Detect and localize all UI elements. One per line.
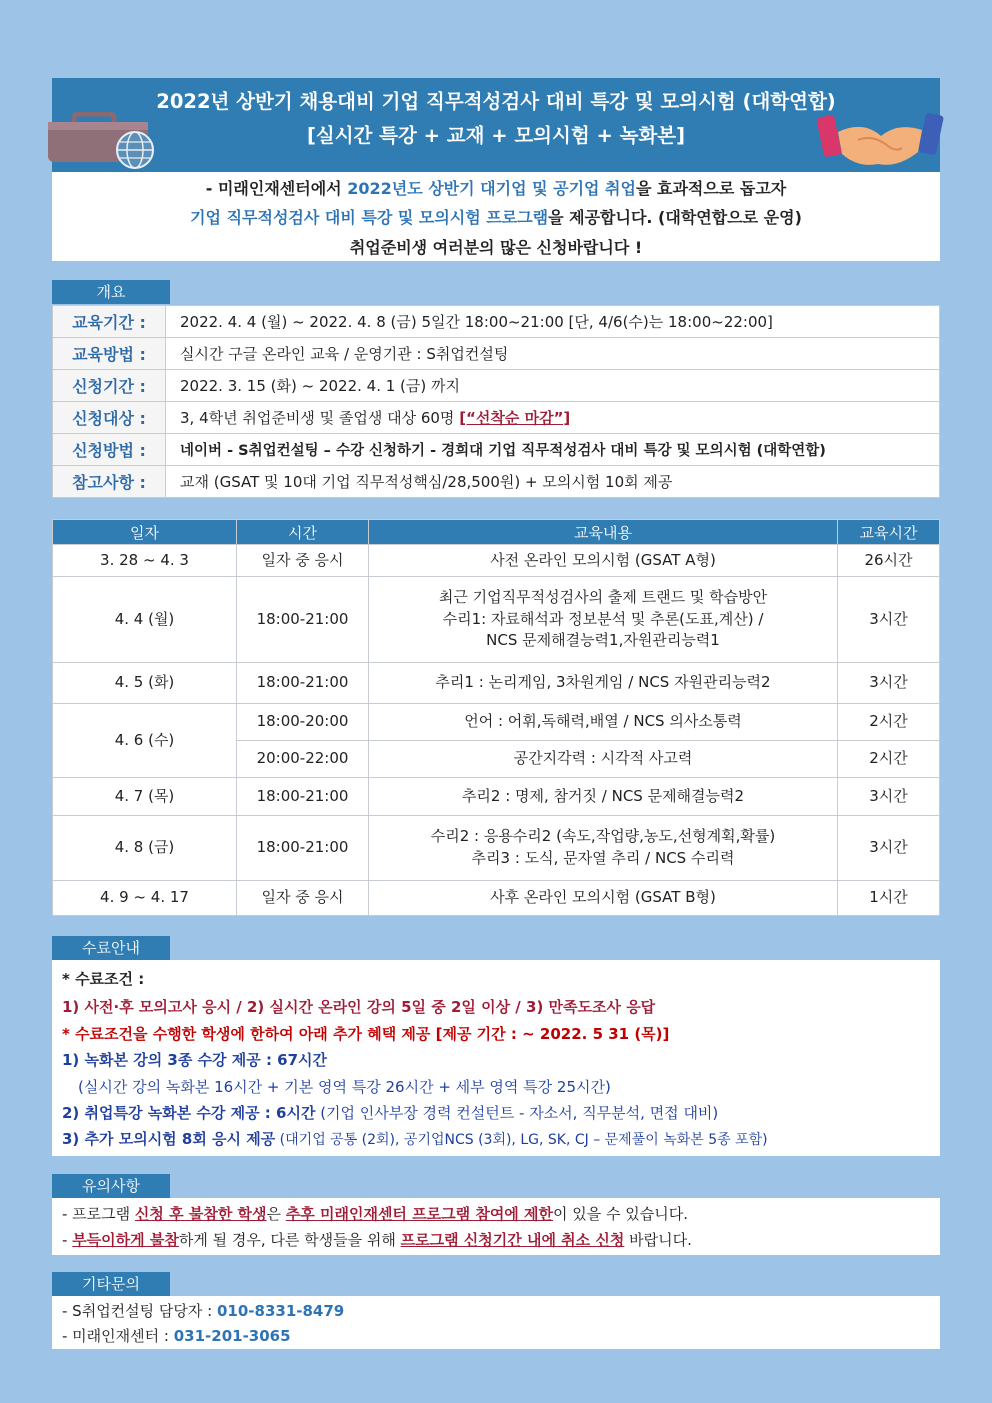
note-text: 은: [266, 1205, 286, 1223]
overview-row: [53, 402, 940, 434]
overview-value: 2022. 4. 4 (월) ~ 2022. 4. 8 (금) 5일간 18:00~21:00 [단, 4/6(수)는 18:00~22:00]: [166, 306, 940, 338]
completion-box: [52, 960, 940, 1156]
first-come-note: [“선착순 마감”]: [459, 409, 571, 427]
table-row: [53, 577, 940, 663]
table-row: [53, 545, 940, 577]
content-cell: 언어 : 어휘,독해력,배열 / NCS 의사소통력: [369, 704, 838, 741]
content-cell: [369, 816, 838, 881]
time-cell: 18:00-20:00: [237, 704, 369, 741]
column-header: 일자: [53, 520, 237, 545]
page-title: 2022년 상반기 채용대비 기업 직무적성검사 대비 특강 및 모의시험 (대학연합): [156, 90, 836, 113]
contact-box: [52, 1296, 940, 1349]
date-cell: 3. 28 ~ 4. 3: [53, 545, 237, 577]
benefit-3-detail: (대기업 공통 (2회), 공기업NCS (3회), LG, SK, CJ – 문제풀이 녹화본 5종 포함): [275, 1132, 768, 1148]
contact-label: - 미래인재센터 :: [62, 1327, 174, 1345]
intro-highlight: 기업 직무적성검사 대비 특강 및 모의시험 프로그램: [190, 208, 549, 227]
date-cell: 4. 7 (목): [53, 778, 237, 816]
intro-text: 을 효과적으로 돕고자: [635, 179, 787, 198]
note-text: - 프로그램: [62, 1205, 135, 1223]
content-cell: 사후 온라인 모의시험 (GSAT B형): [369, 881, 838, 916]
contact-tab: 기타문의: [52, 1272, 170, 1296]
phone-number[interactable]: 031-201-3065: [173, 1327, 291, 1345]
intro-text: - 미래인재센터에서: [205, 179, 348, 198]
overview-row: [53, 466, 940, 498]
benefit-3: [62, 1128, 768, 1149]
completion-condition: 1) 사전·후 모의고사 응시 / 2) 실시간 온라인 강의 5일 중 2일 이상 / 3) 만족도조사 응답: [62, 998, 656, 1016]
intro-line-1: [52, 176, 940, 199]
time-cell: 18:00-21:00: [237, 778, 369, 816]
column-header: 시간: [237, 520, 369, 545]
table-row: [53, 704, 940, 741]
table-row: [53, 663, 940, 704]
note-text: 바랍니다.: [624, 1231, 692, 1249]
table-row: [53, 816, 940, 881]
contact-1: [62, 1300, 344, 1321]
overview-row: [53, 306, 940, 338]
note-text: -: [62, 1231, 73, 1249]
note-highlight: 추후 미래인재센터 프로그램 참여에 제한: [285, 1205, 554, 1223]
date-cell: 4. 5 (화): [53, 663, 237, 704]
content-cell: [369, 577, 838, 663]
intro-line-2: [52, 205, 940, 228]
note-text: 이 있을 수 있습니다.: [553, 1205, 689, 1223]
date-cell: 4. 4 (월): [53, 577, 237, 663]
time-cell: 20:00-22:00: [237, 741, 369, 778]
time-cell: 18:00-21:00: [237, 663, 369, 704]
completion-condition-title: * 수료조건 :: [62, 970, 145, 988]
table-row: [53, 778, 940, 816]
intro-text: 을 제공합니다. (대학연합으로 운영): [548, 208, 802, 227]
content-line: 최근 기업직무적성검사의 출제 트랜드 및 학습방안: [438, 587, 768, 606]
schedule-header-row: [53, 520, 940, 545]
hours-cell: 3시간: [838, 816, 940, 881]
content-line: NCS 문제해결능력1,자원관리능력1: [486, 631, 720, 650]
content-line: 수리1: 자료해석과 정보분석 및 추론(도표,계산) /: [442, 609, 764, 628]
content-cell: 사전 온라인 모의시험 (GSAT A형): [369, 545, 838, 577]
content-line: 추리3 : 도식, 문자열 추리 / NCS 수리력: [471, 849, 735, 867]
overview-label: 신청기간 :: [53, 370, 166, 402]
phone-number[interactable]: 010-8331-8479: [216, 1302, 345, 1320]
overview-row: [53, 434, 940, 466]
overview-value: 실시간 구글 온라인 교육 / 운영기관 : S취업컨설팅: [166, 338, 940, 370]
intro-line-3: 취업준비생 여러분의 많은 신청바랍니다 !: [349, 238, 643, 257]
notes-tab: 유의사항: [52, 1174, 170, 1198]
page-subtitle: [실시간 특강 + 교재 + 모의시험 + 녹화본]: [306, 124, 686, 147]
intro-box: [52, 172, 940, 261]
benefit-2-detail: (기업 인사부장 경력 컨설턴트 - 자소서, 직무분석, 면접 대비): [315, 1104, 719, 1122]
benefit-notice: * 수료조건을 수행한 학생에 한하여 아래 추가 혜택 제공 [제공 기간 : ~ 2022. 5 31 (목)]: [62, 1025, 670, 1043]
overview-value: 네이버 - S취업컨설팅 – 수강 신청하기 - 경희대 기업 직무적성검사 대비 특강 및 모의시험 (대학연합): [166, 434, 940, 466]
hours-cell: 3시간: [838, 663, 940, 704]
column-header: 교육시간: [838, 520, 940, 545]
benefit-3-title: 3) 추가 모의시험 8회 응시 제공: [62, 1130, 276, 1148]
content-cell: 공간지각력 : 시각적 사고력: [369, 741, 838, 778]
benefit-2-title: 2) 취업특강 녹화본 수강 제공 : 6시간: [62, 1104, 316, 1122]
time-cell: 일자 중 응시: [237, 545, 369, 577]
time-cell: 18:00-21:00: [237, 577, 369, 663]
date-cell: 4. 8 (금): [53, 816, 237, 881]
overview-label: 참고사항 :: [53, 466, 166, 498]
benefit-1-detail: (실시간 강의 녹화본 16시간 + 기본 영역 특강 26시간 + 세부 영역 특강 25시간): [78, 1078, 611, 1096]
hours-cell: 26시간: [838, 545, 940, 577]
intro-highlight: 2022년도 상반기 대기업 및 공기업 취업: [347, 179, 636, 198]
overview-label: 신청방법 :: [53, 434, 166, 466]
hours-cell: 2시간: [838, 704, 940, 741]
overview-value-text: 3, 4학년 취업준비생 및 졸업생 대상 60명: [180, 409, 460, 427]
overview-value: 교재 (GSAT 및 10대 기업 직무적성핵심/28,500원) + 모의시험 10회 제공: [166, 466, 940, 498]
overview-label: 교육방법 :: [53, 338, 166, 370]
benefit-2: [62, 1102, 718, 1123]
note-2: [62, 1229, 692, 1250]
column-header: 교육내용: [369, 520, 838, 545]
completion-tab: 수료안내: [52, 936, 170, 960]
content-line: 수리2 : 응용수리2 (속도,작업량,농도,선형계획,확률): [430, 827, 776, 846]
notes-box: [52, 1198, 940, 1255]
overview-table: [52, 305, 940, 498]
hours-cell: 3시간: [838, 778, 940, 816]
contact-label: - S취업컨설팅 담당자 :: [62, 1302, 217, 1320]
contact-2: [62, 1325, 291, 1346]
table-row: [53, 881, 940, 916]
globe-icon: [110, 130, 160, 170]
overview-label: 신청대상 :: [53, 402, 166, 434]
header-banner: [52, 78, 940, 172]
schedule-table: [52, 519, 940, 916]
handshake-icon: [818, 110, 944, 172]
overview-label: 교육기간 :: [53, 306, 166, 338]
note-highlight: 신청 후 불참한 학생: [134, 1205, 267, 1223]
note-text: 하게 될 경우, 다른 학생들을 위해: [178, 1231, 401, 1249]
content-cell: 추리2 : 명제, 참거짓 / NCS 문제해결능력2: [369, 778, 838, 816]
content-cell: 추리1 : 논리게임, 3차원게임 / NCS 자원관리능력2: [369, 663, 838, 704]
note-highlight: 부득이하게 불참: [72, 1231, 179, 1249]
note-1: [62, 1203, 688, 1224]
overview-value: [166, 402, 940, 434]
hours-cell: 3시간: [838, 577, 940, 663]
time-cell: 일자 중 응시: [237, 881, 369, 916]
overview-row: [53, 370, 940, 402]
overview-row: [53, 338, 940, 370]
note-highlight: 프로그램 신청기간 내에 취소 신청: [400, 1231, 625, 1249]
overview-tab: 개요: [52, 280, 170, 304]
time-cell: 18:00-21:00: [237, 816, 369, 881]
date-cell: 4. 9 ~ 4. 17: [53, 881, 237, 916]
date-cell: 4. 6 (수): [53, 704, 237, 778]
hours-cell: 1시간: [838, 881, 940, 916]
benefit-1: 1) 녹화본 강의 3종 수강 제공 : 67시간: [62, 1051, 328, 1069]
overview-value: 2022. 3. 15 (화) ~ 2022. 4. 1 (금) 까지: [166, 370, 940, 402]
hours-cell: 2시간: [838, 741, 940, 778]
